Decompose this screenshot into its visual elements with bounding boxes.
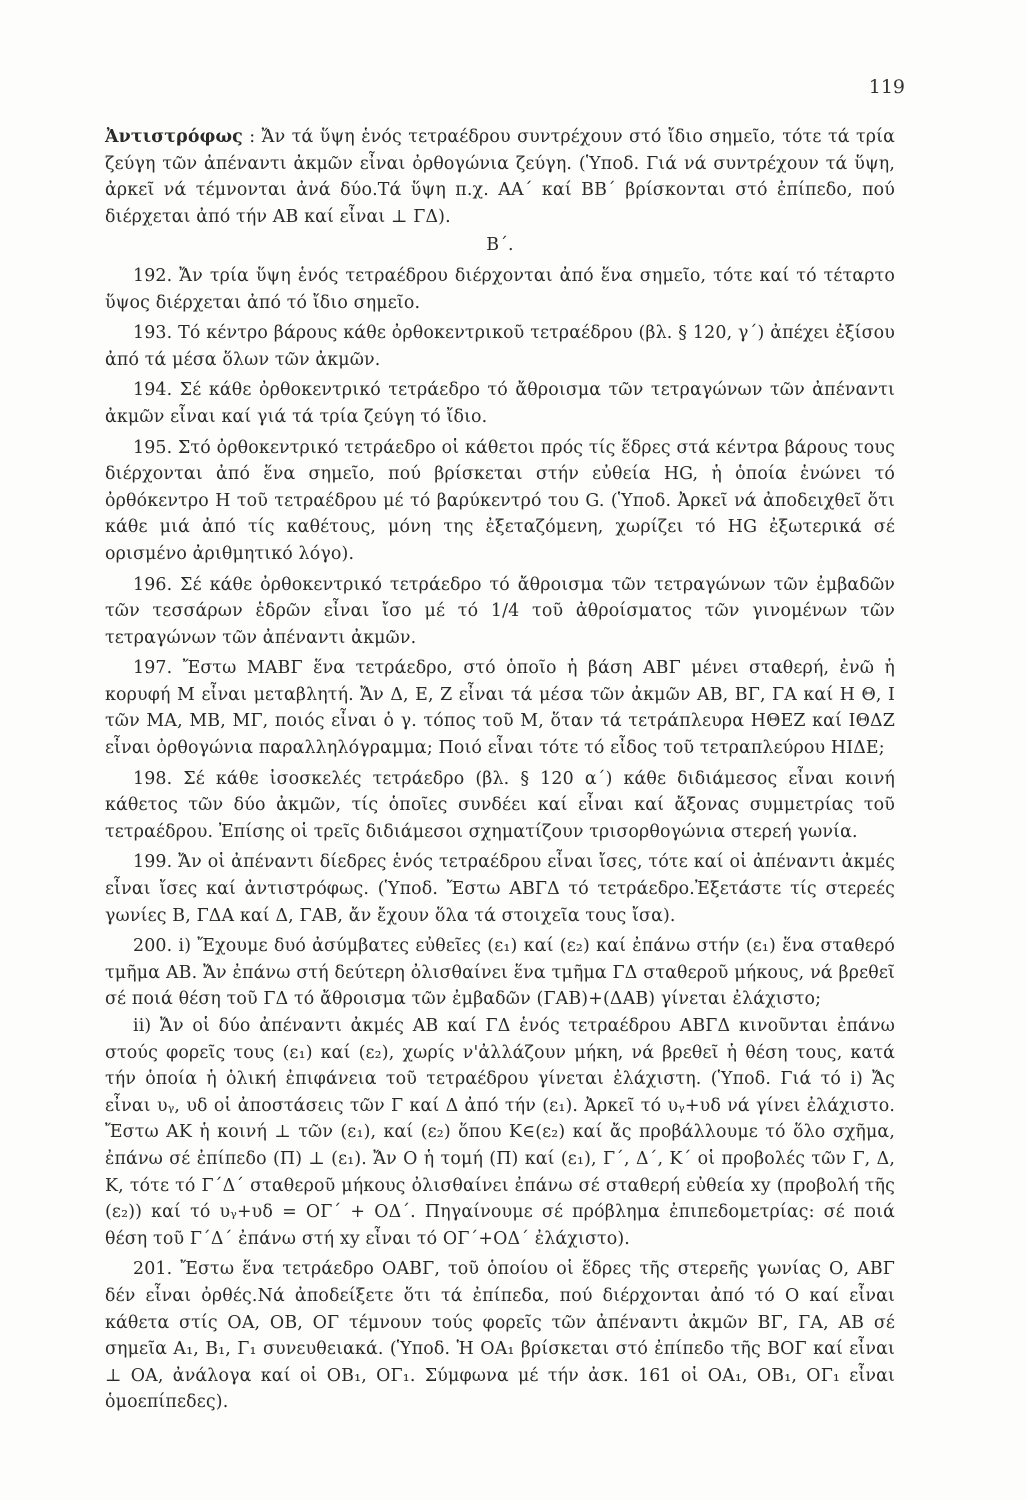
exercise-199: 199. Ἄν οἱ ἀπέναντι δίεδρες ἑνός τετραέδρου εἶναι ἴσες, τότε καί οἱ ἀπέναντι ἀκμές εἶναι ἴσες καί ἀντιστρόφως. (Ὑποδ. Ἔστω ΑΒΓΔ τό τετράεδρο.Ἐξετάστε τίς στερεές γωνίες Β, ΓΔΑ καί Δ, ΓΑΒ, ἄν ἔχουν ὅλα τά στοιχεῖα τους ἴσα).: [105, 852, 895, 926]
section-heading: Β΄.: [486, 235, 514, 256]
exercise-200-ii: ii) Ἄν οἱ δύο ἀπέναντι ἀκμές ΑΒ καί ΓΔ ἑνός τετραέδρου ΑΒΓΔ κινοῦνται ἐπάνω στούς φορεῖς τους (ε₁) καί (ε₂), χωρίς ν'ἀλλάζουν μήκη, νά βρεθεῖ ἡ θέση τους, κατά τήν ὁποία ἡ ὁλική ἐπιφάνεια τοῦ τετραέδρου γίνεται ἐλάχιστη. (Ὑποδ. Γιά τό i) Ἄς εἶναι υᵧ, υδ οἱ ἀποστάσεις τῶν Γ καί Δ ἀπό τήν (ε₁). Ἀρκεῖ τό υᵧ+υδ νά γίνει ἐλάχιστο. Ἔστω ΑΚ ἡ κοινή ⊥ τῶν (ε₁), καί (ε₂) ὅπου Κ∈(ε₂) καί ἄς προβάλλουμε τό ὅλο σχῆμα, ἐπάνω σέ ἐπίπεδο (Π) ⊥ (ε₁). Ἄν Ο ἡ τομή (Π) καί (ε₁), Γ΄, Δ΄, Κ΄ οἱ προβολές τῶν Γ, Δ, Κ, τότε τό Γ΄Δ΄ σταθεροῦ μήκους ὀλισθαίνει ἐπάνω σέ σταθερή εὐθεία xy (προβολή τῆς (ε₂)) καί τό υᵧ+υδ = ΟΓ΄ + ΟΔ΄. Πηγαίνουμε σέ πρόβλημα ἐπιπεδομετρίας: σέ ποιά θέση τοῦ Γ΄Δ΄ ἐπάνω στή xy εἶναι τό ΟΓ΄+ΟΔ΄ ἐλάχιστο).: [105, 1016, 895, 1249]
exercise-200-i: 200. i) Ἔχουμε δυό ἀσύμβατες εὐθεῖες (ε₁) καί (ε₂) καί ἐπάνω στήν (ε₁) ἕνα σταθερό τμῆμα ΑΒ. Ἄν ἐπάνω στή δεύτερη ὀλισθαίνει ἕνα τμῆμα ΓΔ σταθεροῦ μήκους, νά βρεθεῖ σέ ποιά θέση τοῦ ΓΔ τό ἄθροισμα τῶν ἐμβαδῶν (ΓΑΒ)+(ΔΑΒ) γίνεται ἐλάχιστο;: [105, 936, 895, 1010]
exercise-196: 196. Σέ κάθε ὀρθοκεντρικό τετράεδρο τό ἄθροισμα τῶν τετραγώνων τῶν ἐμβαδῶν τῶν τεσσάρων ἑδρῶν εἶναι ἴσο μέ τό 1/4 τοῦ ἀθροίσματος τῶν γινομένων τῶν τετραγώνων τῶν ἀπέναντι ἀκμῶν.: [105, 574, 895, 648]
converse-text: : Ἄν τά ὕψη ἑνός τετραέδρου συντρέχουν στό ἴδιο σημεῖο, τότε τά τρία ζεύγη τῶν ἀπέναντι ἀκμῶν εἶναι ὀρθογώνια ζεύγη. (Ὑποδ. Γιά νά συντρέχουν τά ὕψη, ἀρκεῖ νά τέμνονται ἀνά δύο.Τά ὕψη π.χ. ΑΑ΄ καί ΒΒ΄ βρίσκονται στό ἐπίπεδο, πού διέρχεται ἀπό τήν ΑΒ καί εἶναι ⊥ ΓΔ).: [105, 127, 895, 227]
exercise-193: 193. Τό κέντρο βάρους κάθε ὀρθοκεντρικοῦ τετραέδρου (βλ. § 120, γ΄) ἀπέχει ἐξίσου ἀπό τά μέσα ὅλων τῶν ἀκμῶν.: [105, 323, 895, 370]
exercise-198: 198. Σέ κάθε ἰσοσκελές τετράεδρο (βλ. § 120 α΄) κάθε διδιάμεσος εἶναι κοινή κάθετος τῶν δύο ἀκμῶν, τίς ὁποῖες συνδέει καί εἶναι καί ἄξονας συμμετρίας τοῦ τετραέδρου. Ἐπίσης οἱ τρεῖς διδιάμεσοι σχηματίζουν τρισορθογώνια στερεή γωνία.: [105, 768, 895, 842]
converse-label: Ἀντιστρόφως: [105, 127, 243, 147]
exercise-197: 197. Ἔστω ΜΑΒΓ ἕνα τετράεδρο, στό ὁποῖο ἡ βάση ΑΒΓ μένει σταθερή, ἐνῶ ἡ κορυφή Μ εἶναι μεταβλητή. Ἄν Δ, Ε, Ζ εἶναι τά μέσα τῶν ἀκμῶν ΑΒ, ΒΓ, ΓΑ καί Η Θ, Ι τῶν ΜΑ, ΜΒ, ΜΓ, ποιός εἶναι ὁ γ. τόπος τοῦ Μ, ὅταν τά τετράπλευρα ΗΘΕΖ καί ΙΘΔΖ εἶναι ὀρθογώνια παραλληλόγραμμα; Ποιό εἶναι τότε τό εἶδος τοῦ τετραπλεύρου ΗΙΔΕ;: [105, 658, 895, 759]
exercise-194: 194. Σέ κάθε ὀρθοκεντρικό τετράεδρο τό ἄθροισμα τῶν τετραγώνων τῶν ἀπέναντι ἀκμῶν εἶναι καί γιά τά τρία ζεύγη τό ἴδιο.: [105, 380, 895, 427]
page-number: 119: [868, 76, 905, 98]
exercise-201: 201. Ἔστω ἕνα τετράεδρο ΟΑΒΓ, τοῦ ὁποίου οἱ ἕδρες τῆς στερεῆς γωνίας Ο, ΑΒΓ δέν εἶναι ὀρθές.Νά ἀποδείξετε ὅτι τά ἐπίπεδα, πού διέρχονται ἀπό τό Ο καί εἶναι κάθετα στίς ΟΑ, ΟΒ, ΟΓ τέμνουν τούς φορεῖς τῶν ἀπέναντι ἀκμῶν ΒΓ, ΓΑ, ΑΒ σέ σημεῖα Α₁, Β₁, Γ₁ συνευθειακά. (Ὑποδ. Ἡ ΟΑ₁ βρίσκεται στό ἐπίπεδο τῆς ΒΟΓ καί εἶναι ⊥ ΟΑ, ἀνάλογα καί οἱ ΟΒ₁, ΟΓ₁. Σύμφωνα μέ τήν ἀσκ. 161 οἱ ΟΑ₁, ΟΒ₁, ΟΓ₁ εἶναι ὁμοεπίπεδες).: [105, 1259, 895, 1413]
exercise-195: 195. Στό ὀρθοκεντρικό τετράεδρο οἱ κάθετοι πρός τίς ἕδρες στά κέντρα βάρους τους διέρχονται ἀπό ἕνα σημεῖο, πού βρίσκεται στήν εὐθεία HG, ἡ ὁποία ἑνώνει τό ὀρθόκεντρο Η τοῦ τετραέδρου μέ τό βαρύκεντρό του G. (Ὑποδ. Ἀρκεῖ νά ἀποδειχθεῖ ὅτι κάθε μιά ἀπό τίς καθέτους, μόνη της ἐξεταζόμενη, χωρίζει τό HG ἐξωτερικά σέ ορισμένο ἀριθμητικό λόγο).: [105, 437, 895, 564]
page-body: [105, 124, 895, 1416]
paragraph-converse: [105, 124, 895, 230]
exercise-192: 192. Ἄν τρία ὕψη ἑνός τετραέδρου διέρχονται ἀπό ἕνα σημεῖο, τότε καί τό τέταρτο ὕψος διέρχεται ἀπό τό ἴδιο σημεῖο.: [105, 265, 895, 313]
